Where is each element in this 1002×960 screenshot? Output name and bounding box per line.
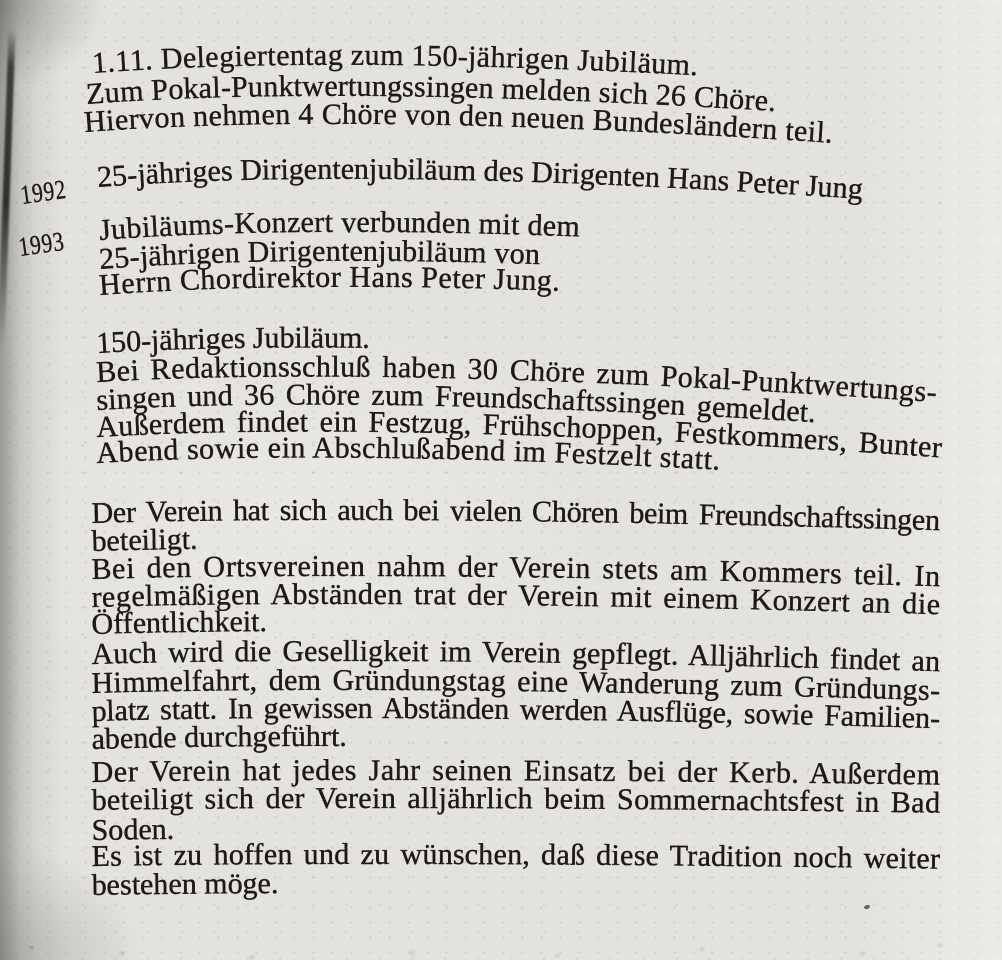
jubilee-paragraph-line-1-text: 150-jähriges Jubiläum. [95, 321, 370, 360]
jubilee-paragraph-line-5-text: Abend sowie ein Abschlußabend im Festzelt statt. [95, 431, 722, 477]
club-paragraph-line-6-text: Auch wird die Geselligkeit im Verein gepflegt. Alljährlich findet an [91, 634, 941, 679]
year-label-1992: 1992 [18, 172, 81, 210]
club-paragraph-line-5-text: Öffentlichkeit. [91, 605, 268, 641]
club-paragraph-line-7-text: Himmelfahrt, dem Gründungstag eine Wanderung zum Gründungs- [91, 663, 941, 708]
timeline-1993-line-1-text: Jubiläums-Konzert verbunden mit dem [97, 205, 581, 247]
timeline-1992-line-1-text: 25-jähriges Dirigentenjubiläum des Dirigenten Hans Peter Jung [95, 152, 864, 206]
jubilee-paragraph-line-4-text: Außerdem findet ein Festzug, Frühschoppen, Festkommers, Bunter [95, 405, 944, 465]
club-paragraph-line-4-text: regelmäßigen Abständen trat der Verein mit einem Konzert an die [91, 577, 941, 622]
jubilee-paragraph-line-3-text: singen und 36 Chöre zum Freundschaftssingen gemeldet. [95, 378, 817, 430]
jubilee-paragraph-line-2-text: Bei Redaktionsschluß haben 30 Chöre zum Pokal-Punktwertungs- [95, 350, 938, 410]
club-paragraph-line-10-text: Der Verein hat jedes Jahr seinen Einsatz bei der Kerb. Außerdem [91, 753, 941, 792]
club-paragraph-line-13-text: Es ist zu hoffen und zu wünschen, daß diese Tradition noch weiter [91, 837, 941, 876]
club-paragraph-line-12-text: Soden. [91, 812, 175, 847]
club-paragraph-line-11 [91, 782, 940, 820]
club-paragraph-line-9 [91, 720, 347, 756]
timeline-1993-line-2-text: 25-jährigen Dirigentenjubiläum von [97, 234, 541, 276]
timeline-1993-line-3 [98, 261, 560, 302]
timeline-1993-line-3-text: Herrn Chordirektor Hans Peter Jung. [97, 260, 561, 302]
top-entry-line-3-text: Hiervon nehmen 4 Chöre von den neuen Bundesländern teil. [82, 97, 834, 150]
club-paragraph-line-2-text: beteiligt. [91, 522, 198, 558]
club-paragraph-line-1-text: Der Verein hat sich auch bei vielen Chören beim Freundschaftssingen [91, 493, 941, 538]
club-paragraph-line-11-text: beteiligt sich der Verein alljährlich beim Sommernachtsfest in Bad [91, 781, 941, 820]
club-paragraph-line-14-text: bestehen möge. [91, 867, 279, 902]
top-entry-line-2-text: Zum Pokal-Punktwertungssingen melden sich 26 Chöre. [84, 69, 777, 119]
club-paragraph-line-1 [91, 494, 941, 537]
club-paragraph-line-3-text: Bei den Ortsvereinen nahm der Verein stets am Kommers teil. In [91, 549, 941, 594]
timeline-1992-line-1 [96, 153, 864, 206]
bottom-edge-marks [30, 946, 34, 949]
club-paragraph-line-14 [91, 867, 278, 902]
top-entry-line-1-text: 1.11. Delegiertentag zum 150-jährigen Jubiläum. [90, 38, 699, 83]
club-paragraph-line-9-text: abende durchgeführt. [91, 719, 347, 756]
club-paragraph-line-8-text: platz statt. In gewissen Abständen werden Ausflüge, sowie Familien- [91, 691, 941, 736]
year-label-1993: 1993 [16, 224, 79, 262]
